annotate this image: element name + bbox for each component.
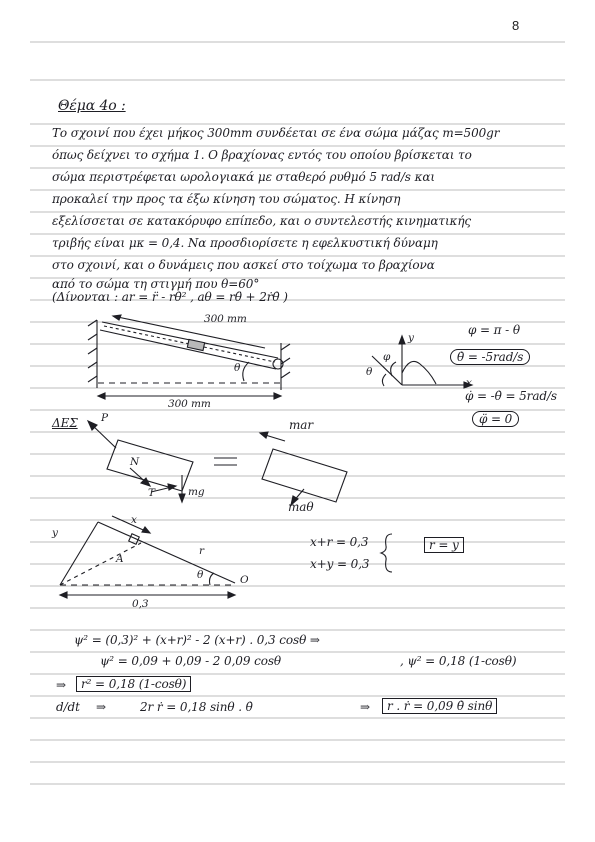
geometry-x-label: x (131, 514, 137, 526)
equation-x-plus-r: x+r = 0,3 (310, 535, 369, 549)
problem-text-line: Το σχοινί που έχει μήκος 300mm συνδέεται σε ένα σώμα μάζας m=500gr (52, 126, 500, 140)
derivation-result: r . ṙ = 0,09 θ̇ sinθ (382, 698, 497, 714)
bottom-dimension-label: 300 mm (168, 398, 211, 410)
fbd-label: ΔΕΣ (52, 416, 78, 430)
geometry-y-label: y (52, 527, 58, 539)
given-formulas: (Δίνονται : ar = r̈ - rθ̇² , aθ = rθ̈ + 2ṙθ̇ ) (52, 290, 288, 304)
problem-text-line: όπως δείχνει το σχήμα 1. Ο βραχίονας εντός του οποίου βρίσκεται το (52, 148, 472, 162)
normal-label: N (130, 456, 140, 468)
derivation-line-2b: , ψ² = 0,18 (1-cosθ) (400, 654, 517, 668)
weight-label: mg (188, 486, 205, 498)
derivation-operator: d/dt (56, 700, 80, 714)
axes-phi-label: φ (383, 351, 391, 363)
derivation-implies-4: ⇒ (360, 700, 370, 714)
derivation-line-3: r² = 0,18 (1-cosθ) (76, 676, 191, 692)
axes-x-label: x (466, 377, 472, 389)
problem-text-line: τριβής είναι μκ = 0,4. Να προσδιορίσετε η εφελκυστική δύναμη (52, 236, 438, 250)
relation-phi-dot: φ̇ = -θ̇ = 5rad/s (465, 389, 557, 403)
problem-text-line: εξελίσσεται σε κατακόρυφο επίπεδο, και ο συντελεστής κινηματικής (52, 214, 472, 228)
geometry-A-label: A (116, 553, 124, 565)
equation-x-plus-y: x+y = 0,3 (310, 557, 370, 571)
mar-label: mar (289, 418, 313, 432)
problem-text-line: στο σχοινί, και ο δυνάμεις που ασκεί στο τοίχωμα το βραχίονα (52, 258, 435, 272)
derivation-line-4: 2r ṙ = 0,18 sinθ . θ̇ (140, 700, 253, 714)
problem-title: Θέμα 4ο : (58, 98, 126, 114)
derivation-arrow-4: ⇒ (96, 700, 106, 714)
arm-angle-label: θ (234, 362, 241, 374)
page-number: 8 (512, 18, 520, 33)
friction-label: T (148, 487, 155, 499)
matheta-label: maθ (288, 500, 314, 514)
axes-y-label: y (408, 332, 414, 344)
relation-phi-ddot: φ̈ = 0 (472, 411, 519, 427)
top-dimension-label: 300 mm (204, 313, 247, 325)
problem-text-line: προκαλεί την προς τα έξω κίνηση του σώματος. Η κίνηση (52, 192, 401, 206)
geometry-theta-label: θ (197, 569, 204, 581)
geometry-r-label: r (199, 545, 204, 557)
relation-theta-dot: θ̇ = -5rad/s (450, 349, 530, 365)
tension-label: P (101, 412, 108, 424)
problem-text-line: από το σώμα τη στιγμή που θ=60° (52, 277, 260, 291)
derivation-arrow-3: ⇒ (56, 678, 66, 692)
result-r-equals-y: r = y (424, 537, 464, 553)
problem-text-line: σώμα περιστρέφεται ωρολογιακά με σταθερό ρυθμό 5 rad/s και (52, 170, 435, 184)
derivation-line-2: ψ² = 0,09 + 0,09 - 2 0,09 cosθ (100, 654, 282, 668)
relation-phi: φ = π - θ (468, 323, 520, 337)
geometry-O-label: O (240, 574, 249, 586)
derivation-line-1: ψ² = (0,3)² + (x+r)² - 2 (x+r) . 0,3 cosθ ⇒ (74, 633, 320, 647)
geometry-base-label: 0,3 (132, 598, 149, 610)
axes-theta-label: θ (366, 366, 373, 378)
